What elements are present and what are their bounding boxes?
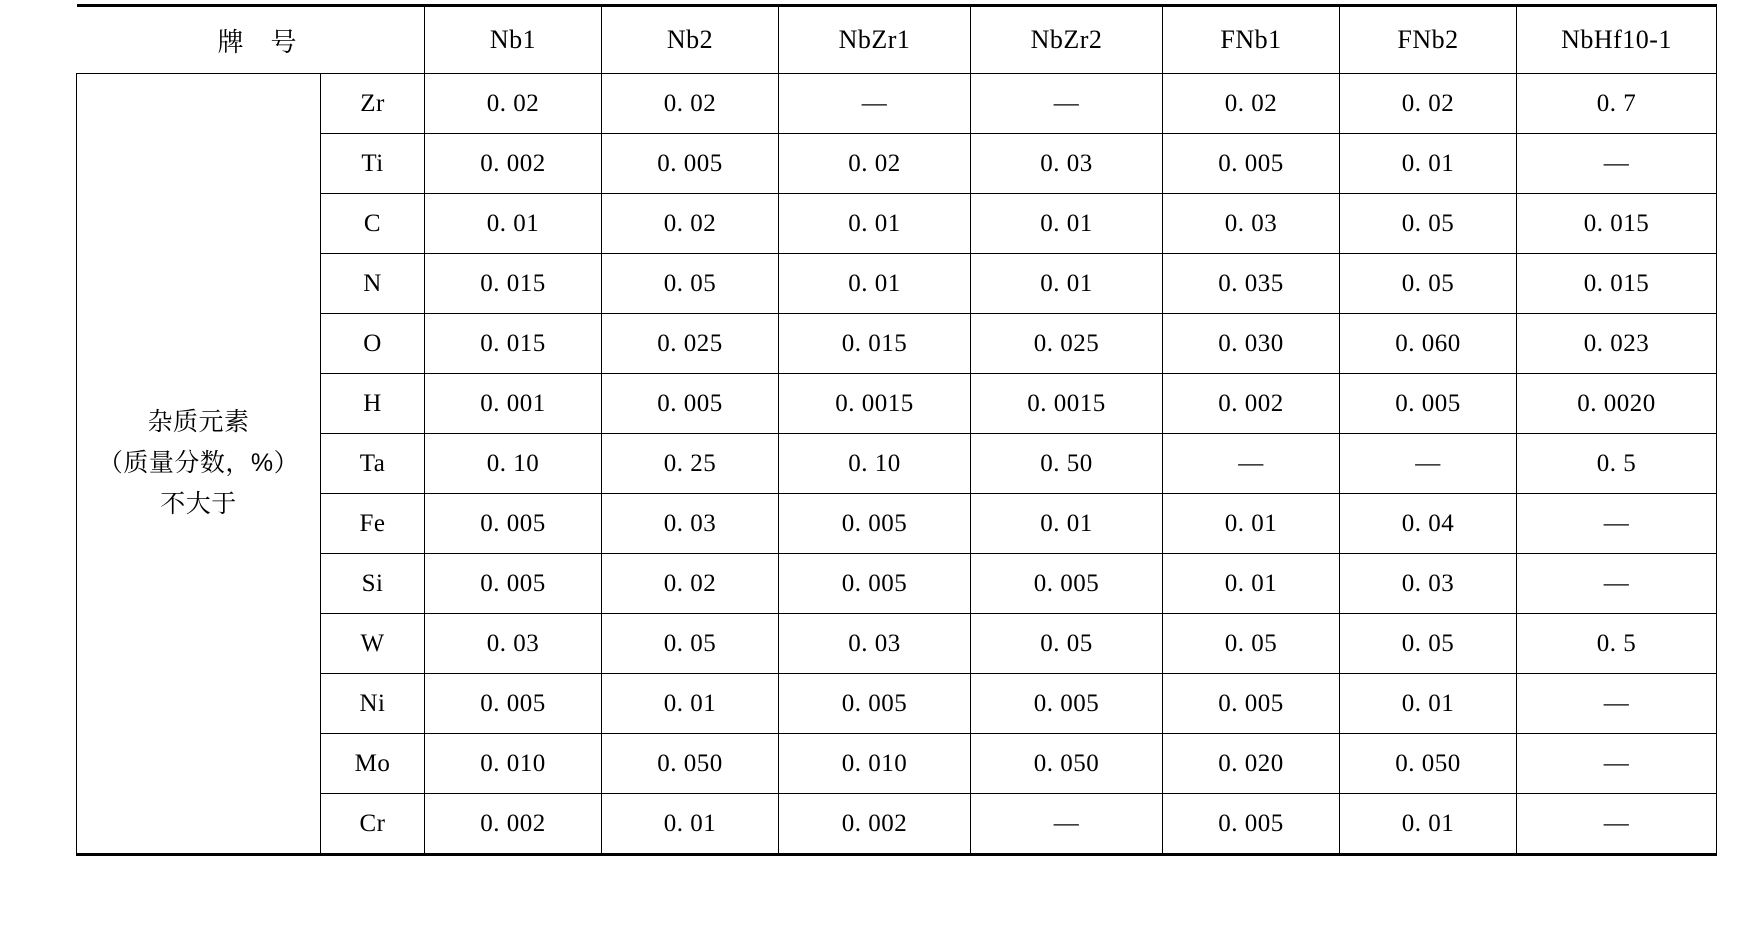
- cell-value: 0. 060: [1340, 314, 1517, 374]
- cell-value: 0. 01: [1340, 674, 1517, 734]
- element-name: Si: [321, 554, 425, 614]
- cell-value: —: [1517, 794, 1717, 855]
- cell-value: 0. 010: [779, 734, 971, 794]
- element-name: Ni: [321, 674, 425, 734]
- cell-value: 0. 03: [971, 134, 1163, 194]
- element-name: N: [321, 254, 425, 314]
- cell-value: 0. 05: [1163, 614, 1340, 674]
- column-header-nbzr2: NbZr2: [971, 6, 1163, 74]
- table-row: [77, 614, 1717, 674]
- element-name: W: [321, 614, 425, 674]
- cell-value: 0. 01: [1340, 134, 1517, 194]
- column-header-nb2: Nb2: [602, 6, 779, 74]
- cell-value: —: [1517, 674, 1717, 734]
- cell-value: 0. 005: [971, 554, 1163, 614]
- cell-value: 0. 10: [425, 434, 602, 494]
- cell-value: 0. 10: [779, 434, 971, 494]
- table-row: [77, 254, 1717, 314]
- element-name: Ti: [321, 134, 425, 194]
- cell-value: 0. 5: [1517, 614, 1717, 674]
- table-row: [77, 674, 1717, 734]
- cell-value: 0. 03: [1163, 194, 1340, 254]
- cell-value: 0. 050: [1340, 734, 1517, 794]
- cell-value: 0. 01: [1340, 794, 1517, 855]
- column-header-fnb2: FNb2: [1340, 6, 1517, 74]
- cell-value: 0. 015: [1517, 194, 1717, 254]
- cell-value: 0. 005: [425, 494, 602, 554]
- cell-value: 0. 01: [425, 194, 602, 254]
- cell-value: 0. 7: [1517, 74, 1717, 134]
- cell-value: 0. 01: [1163, 554, 1340, 614]
- cell-value: 0. 03: [602, 494, 779, 554]
- cell-value: 0. 002: [425, 134, 602, 194]
- column-header-nbhf10-1: NbHf10-1: [1517, 6, 1717, 74]
- cell-value: 0. 025: [602, 314, 779, 374]
- cell-value: 0. 05: [1340, 254, 1517, 314]
- cell-value: —: [971, 74, 1163, 134]
- table-row: [77, 74, 1717, 134]
- cell-value: 0. 001: [425, 374, 602, 434]
- cell-value: 0. 02: [779, 134, 971, 194]
- column-header-nb1: Nb1: [425, 6, 602, 74]
- cell-value: 0. 03: [425, 614, 602, 674]
- cell-value: 0. 02: [425, 74, 602, 134]
- element-name: Fe: [321, 494, 425, 554]
- cell-value: 0. 0015: [779, 374, 971, 434]
- cell-value: 0. 05: [602, 254, 779, 314]
- table-row: [77, 554, 1717, 614]
- cell-value: 0. 030: [1163, 314, 1340, 374]
- cell-value: 0. 01: [779, 254, 971, 314]
- cell-value: 0. 005: [425, 554, 602, 614]
- cell-value: 0. 01: [1163, 494, 1340, 554]
- impurity-label-line-2: （质量分数，%）: [97, 448, 300, 477]
- cell-value: 0. 050: [602, 734, 779, 794]
- cell-value: 0. 015: [1517, 254, 1717, 314]
- element-name: H: [321, 374, 425, 434]
- cell-value: 0. 025: [971, 314, 1163, 374]
- cell-value: 0. 01: [971, 194, 1163, 254]
- table-body: [77, 6, 1717, 855]
- table-row: [77, 374, 1717, 434]
- cell-value: 0. 035: [1163, 254, 1340, 314]
- cell-value: 0. 01: [971, 254, 1163, 314]
- cell-value: 0. 05: [602, 614, 779, 674]
- cell-value: 0. 050: [971, 734, 1163, 794]
- cell-value: 0. 005: [971, 674, 1163, 734]
- impurity-label-line-3: 不大于: [160, 490, 237, 519]
- cell-value: 0. 005: [602, 374, 779, 434]
- cell-value: 0. 005: [1163, 674, 1340, 734]
- table-row: [77, 134, 1717, 194]
- cell-value: —: [779, 74, 971, 134]
- element-name: Zr: [321, 74, 425, 134]
- cell-value: 0. 25: [602, 434, 779, 494]
- table-header-row: [77, 6, 1717, 74]
- element-name: Mo: [321, 734, 425, 794]
- cell-value: 0. 010: [425, 734, 602, 794]
- cell-value: 0. 015: [425, 254, 602, 314]
- column-header-nbzr1: NbZr1: [779, 6, 971, 74]
- cell-value: 0. 05: [1340, 194, 1517, 254]
- cell-value: —: [1517, 554, 1717, 614]
- element-name: O: [321, 314, 425, 374]
- cell-value: 0. 02: [1163, 74, 1340, 134]
- cell-value: 0. 02: [602, 554, 779, 614]
- cell-value: 0. 005: [779, 554, 971, 614]
- cell-value: 0. 002: [1163, 374, 1340, 434]
- cell-value: 0. 04: [1340, 494, 1517, 554]
- cell-value: 0. 0020: [1517, 374, 1717, 434]
- cell-value: 0. 01: [602, 794, 779, 855]
- cell-value: 0. 005: [1163, 794, 1340, 855]
- cell-value: 0. 0015: [971, 374, 1163, 434]
- cell-value: 0. 023: [1517, 314, 1717, 374]
- cell-value: 0. 02: [602, 194, 779, 254]
- cell-value: 0. 005: [425, 674, 602, 734]
- cell-value: —: [1517, 494, 1717, 554]
- element-name: Cr: [321, 794, 425, 855]
- cell-value: 0. 05: [1340, 614, 1517, 674]
- cell-value: 0. 005: [602, 134, 779, 194]
- grade-header-cell: 牌 号: [77, 6, 425, 74]
- cell-value: 0. 01: [971, 494, 1163, 554]
- cell-value: 0. 05: [971, 614, 1163, 674]
- cell-value: —: [1340, 434, 1517, 494]
- table-row: [77, 734, 1717, 794]
- cell-value: 0. 005: [779, 674, 971, 734]
- cell-value: 0. 50: [971, 434, 1163, 494]
- cell-value: 0. 02: [1340, 74, 1517, 134]
- cell-value: 0. 015: [779, 314, 971, 374]
- cell-value: 0. 03: [1340, 554, 1517, 614]
- impurity-group-label: [77, 74, 321, 855]
- cell-value: —: [1163, 434, 1340, 494]
- table-row: [77, 314, 1717, 374]
- cell-value: 0. 03: [779, 614, 971, 674]
- impurity-label-line-1: 杂质元素: [147, 407, 250, 436]
- cell-value: 0. 5: [1517, 434, 1717, 494]
- cell-value: 0. 020: [1163, 734, 1340, 794]
- cell-value: 0. 005: [1163, 134, 1340, 194]
- cell-value: 0. 002: [779, 794, 971, 855]
- table-row: [77, 194, 1717, 254]
- cell-value: 0. 015: [425, 314, 602, 374]
- cell-value: —: [971, 794, 1163, 855]
- element-name: Ta: [321, 434, 425, 494]
- cell-value: —: [1517, 734, 1717, 794]
- cell-value: 0. 01: [779, 194, 971, 254]
- cell-value: 0. 005: [779, 494, 971, 554]
- element-name: C: [321, 194, 425, 254]
- cell-value: —: [1517, 134, 1717, 194]
- table-row: [77, 494, 1717, 554]
- impurity-spec-table: [76, 4, 1717, 856]
- cell-value: 0. 01: [602, 674, 779, 734]
- column-header-fnb1: FNb1: [1163, 6, 1340, 74]
- cell-value: 0. 002: [425, 794, 602, 855]
- cell-value: 0. 005: [1340, 374, 1517, 434]
- table-row: [77, 434, 1717, 494]
- table-row: [77, 794, 1717, 855]
- cell-value: 0. 02: [602, 74, 779, 134]
